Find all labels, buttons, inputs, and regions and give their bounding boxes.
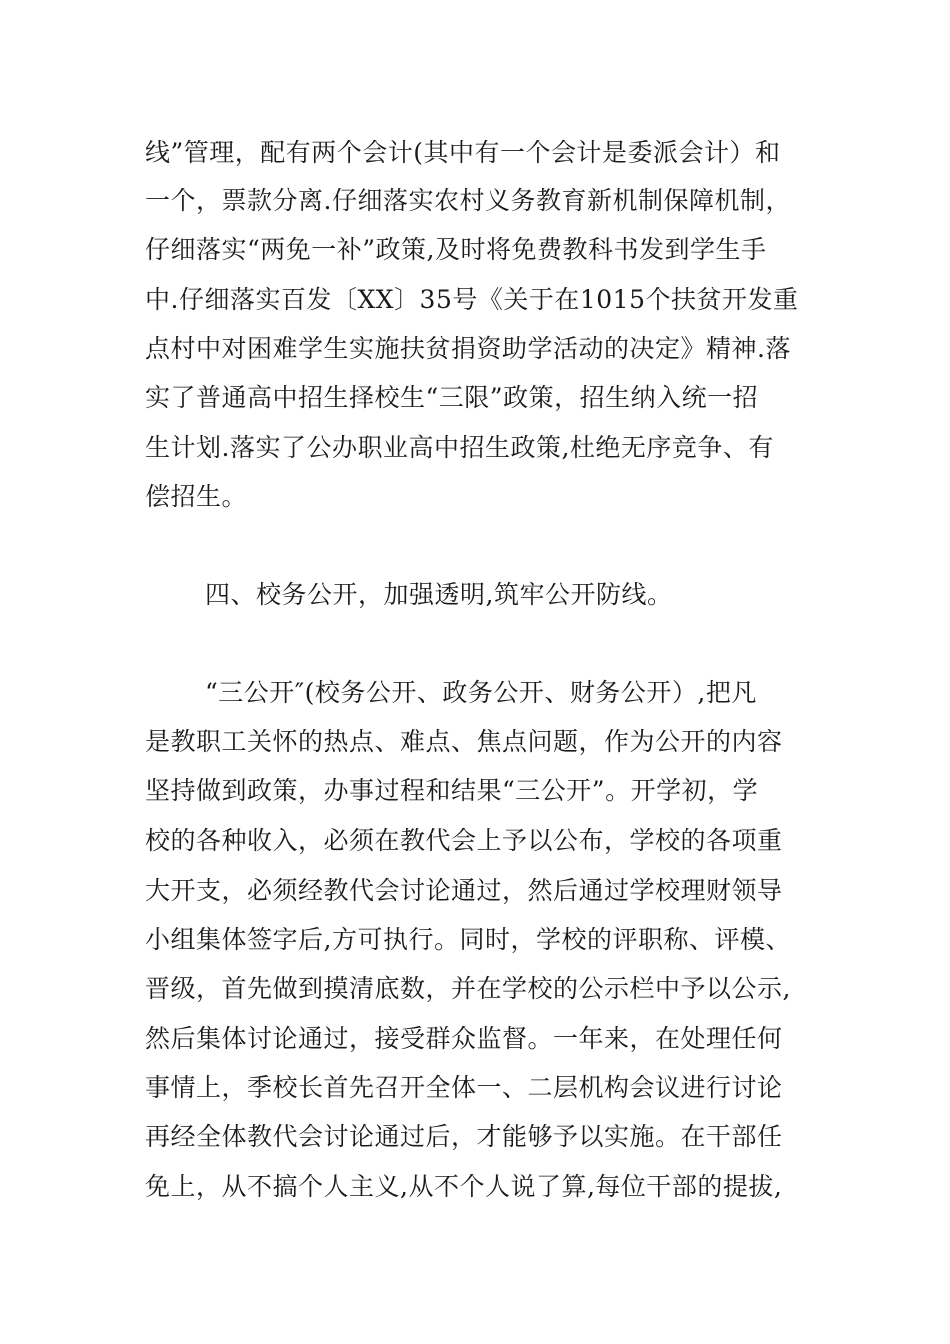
paragraph-2-line-2: 是教职工关怀的热点、难点、焦点问题，作为公开的内容 xyxy=(145,727,783,756)
paragraph-1-line-2: 一个，票款分离.仔细落实农村义务教育新机制保障机制， xyxy=(145,186,791,215)
paragraph-1-line-3: 仔细落实“两免一补”政策,及时将免费教科书发到学生手 xyxy=(145,235,767,264)
paragraph-2-line-6: 小组集体签字后,方可执行。同时，学校的评职称、评模、 xyxy=(145,925,791,954)
section-heading-4: 四、校务公开，加强透明,筑牢公开防线。 xyxy=(205,580,673,609)
paragraph-1-line-4: 中.仔细落实百发〔XX〕35号《关于在1015个扶贫开发重 xyxy=(145,285,799,314)
paragraph-1-line-1: 线”管理，配有两个会计(其中有一个会计是委派会计）和 xyxy=(145,138,781,167)
paragraph-2-line-7: 晋级，首先做到摸清底数，并在学校的公示栏中予以公示, xyxy=(145,974,791,1003)
paragraph-2-line-5: 大开支，必须经教代会讨论通过，然后通过学校理财领导 xyxy=(145,876,783,905)
paragraph-1-line-5: 点村中对困难学生实施扶贫捐资助学活动的决定》精神.落 xyxy=(145,334,791,363)
paragraph-2-line-11: 免上，从不搞个人主义,从不个人说了算,每位干部的提拔, xyxy=(145,1172,783,1201)
paragraph-2-line-8: 然后集体讨论通过，接受群众监督。一年来，在处理任何 xyxy=(145,1024,783,1053)
paragraph-2-line-9: 事情上，季校长首先召开全体一、二层机构会议进行讨论 xyxy=(145,1073,783,1102)
paragraph-1-line-7: 生计划.落实了公办职业高中招生政策,杜绝无序竞争、有 xyxy=(145,433,774,462)
paragraph-2-line-3: 坚持做到政策，办事过程和结果“三公开”。开学初，学 xyxy=(145,776,759,805)
paragraph-1-line-8: 偿招生。 xyxy=(145,482,248,511)
paragraph-1-line-6: 实了普通高中招生择校生“三限”政策，招生纳入统一招 xyxy=(145,383,759,412)
paragraph-2-line-4: 校的各种收入，必须在教代会上予以公布，学校的各项重 xyxy=(145,826,783,855)
paragraph-2-line-10: 再经全体教代会讨论通过后，才能够予以实施。在干部任 xyxy=(145,1122,783,1151)
paragraph-2-line-1: “三公开″(校务公开、政务公开、财务公开）,把凡 xyxy=(205,678,757,707)
